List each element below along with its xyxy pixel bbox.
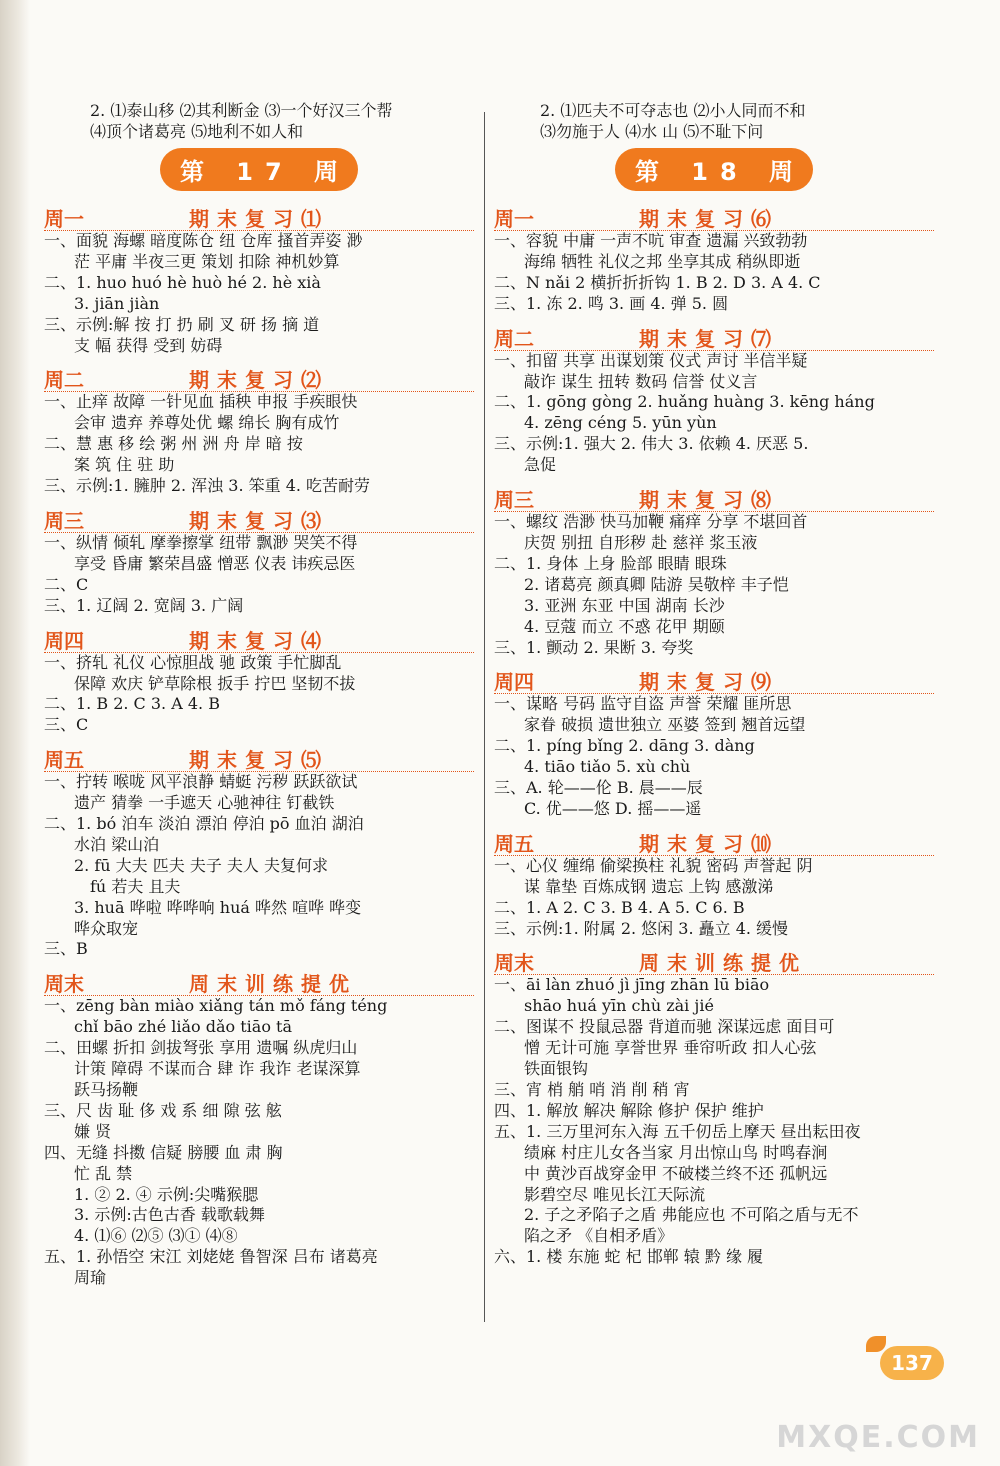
- answer-line: 二、N nǎi 2 横折折折钩 1. B 2. D 3. A 4. C: [494, 272, 821, 292]
- section-header: [494, 321, 934, 351]
- section-header: [44, 362, 474, 392]
- section-header: [494, 201, 934, 231]
- section-title: 期末复习⑴: [189, 207, 329, 231]
- answer-line: 中 黄沙百战穿金甲 不破楼兰终不还 孤帆远: [524, 1163, 828, 1183]
- answer-line: 铁面银钩: [524, 1059, 589, 1079]
- answer-line: 茫 平庸 半夜三更 策划 扣除 神机妙算: [74, 251, 340, 271]
- answer-line: 支 幅 获得 受到 妨碍: [74, 335, 223, 355]
- section-title: 周末训练提优: [639, 951, 807, 976]
- answer-line: 4. ⑴⑥ ⑵⑤ ⑶① ⑷⑧: [74, 1226, 238, 1246]
- answer-line: 三、C: [44, 715, 89, 735]
- section-day: 周五: [44, 748, 84, 773]
- section-underline: [494, 692, 934, 694]
- section-day: 周二: [44, 368, 84, 393]
- answer-line: 影碧空尽 唯见长江天际流: [524, 1184, 706, 1204]
- section-title: 周末训练提优: [189, 972, 357, 997]
- section-title: 期末复习⑺: [639, 326, 779, 351]
- answer-line: 1. ② 2. ④ 示例:尖嘴猴腮: [74, 1184, 259, 1204]
- answer-line: 三、示例:1. 臃肿 2. 浑浊 3. 笨重 4. 吃苦耐劳: [44, 476, 371, 496]
- answer-line: 一、容貌 中庸 一声不吭 审查 遗漏 兴致勃勃: [494, 231, 808, 250]
- answer-line: chǐ bāo zhé liǎo dǎo tiāo tā: [74, 1017, 293, 1037]
- answer-line: 三、1. 辽阔 2. 宽阔 3. 广阔: [44, 595, 244, 615]
- section-day: 周三: [494, 488, 534, 513]
- answer-line: 3. 示例:古色古香 载歌载舞: [74, 1205, 265, 1225]
- answer-line: 3. 亚洲 东亚 中国 湖南 长沙: [524, 595, 725, 615]
- section-underline: [494, 349, 934, 351]
- answer-line: 3. jiān jiàn: [74, 293, 160, 313]
- week-badge: [494, 148, 934, 191]
- week-badge: [44, 148, 474, 191]
- answer-line: 嫌 贤: [74, 1121, 112, 1141]
- answer-line: 六、1. 楼 东施 蛇 杞 邯郸 辕 黔 缘 履: [494, 1247, 764, 1267]
- section-title: 期末复习⑹: [639, 207, 779, 231]
- section-title: 期末复习⑷: [189, 628, 329, 653]
- answer-line: 三、A. 轮——伦 B. 晨——辰: [494, 778, 703, 798]
- answer-line: 案 筑 住 驻 助: [74, 455, 175, 475]
- section-header: [494, 664, 934, 694]
- carryover-answer-line: ⑶勿施于人 ⑷水 山 ⑸不耻下问: [540, 122, 764, 141]
- section-day: 周一: [494, 207, 534, 231]
- answer-line: 享受 昏庸 繁荣昌盛 憎恶 仪表 讳疾忌医: [74, 553, 356, 573]
- answer-line: 二、1. A 2. C 3. B 4. A 5. C 6. B: [494, 897, 745, 917]
- week-badge-label: 第 18 周: [615, 148, 813, 191]
- answer-line: 三、示例:解 按 打 扔 刷 叉 研 扬 摘 道: [44, 314, 320, 334]
- section-day: 周五: [494, 831, 534, 856]
- answer-line: 陷之矛 《自相矛盾》: [524, 1226, 674, 1246]
- answer-line: 五、1. 孙悟空 宋江 刘姥姥 鲁智深 吕布 诸葛亮: [44, 1247, 378, 1267]
- answer-line: 4. 豆蔻 而立 不惑 花甲 期颐: [524, 616, 725, 636]
- answer-line: 三、1. 冻 2. 鸣 3. 画 4. 弹 5. 圆: [494, 293, 729, 313]
- right-column: [494, 100, 934, 1268]
- section-underline: [494, 854, 934, 856]
- answer-line: 敲诈 谋生 扭转 数码 信誉 仗义言: [524, 371, 758, 391]
- answer-line: 二、慧 惠 移 绘 粥 州 洲 舟 岸 暗 按: [44, 434, 303, 454]
- answer-line: 二、1. B 2. C 3. A 4. B: [44, 694, 220, 714]
- section-underline: [44, 390, 474, 392]
- section-underline: [44, 229, 474, 231]
- section-underline: [44, 651, 474, 653]
- section-title: 期末复习⑶: [189, 508, 329, 533]
- answer-line: 二、1. bó 泊车 淡泊 漂泊 停泊 pō 血泊 湖泊: [44, 814, 364, 834]
- answer-line: 一、螺纹 浩渺 快马加鞭 痛痒 分享 不堪回首: [494, 512, 808, 532]
- answer-line: 计策 障碍 不谋而合 肆 诈 我诈 老谋深算: [74, 1059, 361, 1079]
- answer-line: 二、C: [44, 574, 89, 594]
- answer-line: 一、心仪 缠绵 偷梁换柱 礼貌 密码 声誉起 阴: [494, 855, 813, 875]
- section-day: 周四: [494, 670, 534, 695]
- answer-line: 二、1. píng bǐng 2. dāng 3. dàng: [494, 736, 755, 756]
- section-title: 期末复习⑻: [639, 488, 779, 513]
- answer-line: shāo huá yīn chù zài jié: [524, 996, 714, 1016]
- section-underline: [494, 229, 934, 231]
- section-underline: [44, 994, 474, 996]
- carryover-answer-line: ⑷顶个诸葛亮 ⑸地利不如人和: [90, 122, 304, 141]
- section-header: [44, 742, 474, 772]
- answer-line: 一、止痒 故障 一针见血 插秧 申报 手疾眼快: [44, 392, 358, 412]
- answer-line: 家眷 破损 遗世独立 巫婆 签到 翘首远望: [524, 715, 806, 735]
- section-day: 周一: [44, 207, 84, 231]
- answer-line: 三、1. 颤动 2. 果断 3. 夸奖: [494, 637, 694, 657]
- answer-line: 二、图谋不 投鼠忌器 背道而驰 深谋远虑 面目可: [494, 1017, 835, 1037]
- answer-line: 保障 欢庆 铲草除根 扳手 拧巴 坚韧不拔: [74, 673, 356, 693]
- answer-line: 三、尺 齿 耻 侈 戏 系 细 隙 弦 舷: [44, 1100, 282, 1120]
- section-title: 期末复习⑽: [639, 831, 779, 856]
- answer-line: 2. 诸葛亮 颜真卿 陆游 吴敬梓 丰子恺: [524, 574, 789, 594]
- answer-line: 一、zēng bàn miào xiǎng tán mǒ fáng téng: [44, 996, 388, 1016]
- answer-line: 忙 乱 禁: [74, 1163, 133, 1183]
- section-header: [494, 482, 934, 512]
- answer-line: 谋 靠垫 百炼成钢 遗忘 上钩 感激涕: [524, 876, 774, 896]
- section-header: [494, 826, 934, 856]
- answer-line: 二、1. huo huó hè huò hé 2. hè xià: [44, 272, 321, 292]
- answer-line: 水泊 梁山泊: [74, 834, 160, 854]
- answer-line: 三、示例:1. 强大 2. 伟大 3. 依赖 4. 厌恶 5.: [494, 434, 809, 454]
- answer-line: 二、田螺 折扣 剑拔弩张 享用 遗嘱 纵虎归山: [44, 1038, 358, 1058]
- answer-line: 4. zēng céng 5. yūn yùn: [524, 413, 717, 433]
- section-header: [494, 945, 934, 975]
- carryover-answer-line: 2. ⑴泰山移 ⑵其利断金 ⑶一个好汉三个帮: [90, 101, 393, 120]
- answer-line: 跃马扬鞭: [74, 1080, 139, 1099]
- section-header: [44, 201, 474, 231]
- section-underline: [44, 531, 474, 533]
- section-title: 期末复习⑼: [639, 670, 779, 695]
- answer-line: 一、纵情 倾轧 摩拳擦掌 纽带 飘渺 哭笑不得: [44, 532, 358, 552]
- answer-line: 三、B: [44, 939, 88, 959]
- answer-line: 哗众取宠: [74, 918, 139, 938]
- answer-line: 憎 无计可施 享誉世界 垂帘听政 扣人心弦: [524, 1038, 817, 1058]
- answer-line: fú 若夫 且夫: [90, 876, 181, 896]
- week-badge-label: 第 17 周: [160, 148, 358, 191]
- answer-line: 会审 遗弃 养尊处优 螺 绵长 胸有成竹: [74, 413, 340, 433]
- section-title: 期末复习⑵: [189, 368, 329, 393]
- answer-line: 一、谋略 号码 监守自盗 声誉 荣耀 匪所思: [494, 694, 792, 714]
- answer-line: 2. 子之矛陷子之盾 弗能应也 不可陷之盾与无不: [524, 1205, 859, 1225]
- section-day: 周末: [494, 951, 534, 976]
- answer-line: 四、无缝 抖擞 信疑 膀腰 血 肃 胸: [44, 1142, 283, 1162]
- answer-line: 四、1. 解放 解决 解除 修护 保护 维护: [494, 1100, 764, 1120]
- watermark: MXQE.COM: [776, 1420, 980, 1455]
- section-underline: [494, 973, 934, 975]
- answer-line: 2. fū 大夫 匹夫 夫子 夫人 夫复何求: [74, 855, 329, 875]
- section-day: 周二: [494, 326, 534, 351]
- answer-line: 一、āi làn zhuó jì jīng zhān lū biāo: [494, 975, 770, 995]
- answer-line: 三、示例:1. 附属 2. 悠闲 3. 矗立 4. 缓慢: [494, 918, 789, 938]
- answer-line: 一、拧转 喉咙 风平浪静 蜻蜓 污秽 跃跃欲试: [44, 772, 358, 792]
- left-column: [44, 100, 474, 1289]
- section-day: 周四: [44, 628, 84, 653]
- answer-line: 绩麻 村庄儿女各当家 月出惊山鸟 时鸣春涧: [524, 1142, 828, 1162]
- answer-line: 一、挤轧 礼仪 心惊胆战 驰 政策 手忙脚乱: [44, 652, 342, 672]
- answer-line: 三、宵 梢 艄 哨 消 削 稍 宵: [494, 1080, 690, 1099]
- answer-line: 海绵 牺牲 礼仪之邦 坐享其成 稍纵即逝: [524, 251, 801, 271]
- answer-line: 周瑜: [74, 1268, 107, 1288]
- carryover-answer-line: 2. ⑴匹夫不可夺志也 ⑵小人同而不和: [540, 101, 806, 120]
- page-number-decoration-icon: [866, 1336, 886, 1352]
- section-header: [44, 966, 474, 996]
- section-day: 周三: [44, 508, 84, 533]
- answer-line: 二、1. 身体 上身 脸部 眼睛 眼珠: [494, 553, 727, 573]
- answer-line: 急促: [524, 455, 557, 475]
- column-divider: [484, 112, 485, 1322]
- section-title: 期末复习⑸: [189, 748, 329, 773]
- page-number: 137: [880, 1346, 944, 1380]
- section-day: 周末: [44, 972, 84, 997]
- answer-line: 一、面貌 海螺 暗度陈仓 纽 仓库 搔首弄姿 渺: [44, 231, 363, 250]
- answer-line: 二、1. gōng gòng 2. huǎng huàng 3. kēng háng: [494, 392, 875, 412]
- answer-line: C. 优——悠 D. 摇——遥: [524, 798, 702, 818]
- section-underline: [44, 770, 474, 772]
- book-spine-shadow: [0, 0, 30, 1466]
- answer-line: 五、1. 三万里河东入海 五千仞岳上摩天 昼出耘田夜: [494, 1121, 861, 1141]
- section-header: [44, 503, 474, 533]
- section-header: [44, 623, 474, 653]
- answer-line: 一、扣留 共享 出谋划策 仪式 声讨 半信半疑: [494, 350, 808, 370]
- answer-line: 4. tiāo tiǎo 5. xù chù: [524, 757, 691, 777]
- answer-line: 遗产 猜拳 一手遮天 心驰神往 钉截铁: [74, 793, 335, 813]
- section-underline: [494, 510, 934, 512]
- answer-line: 庆贺 别扭 自形秽 赴 慈祥 浆玉液: [524, 532, 758, 552]
- answer-line: 3. huā 哗啦 哗哗响 huá 哗然 喧哗 哗变: [74, 897, 362, 917]
